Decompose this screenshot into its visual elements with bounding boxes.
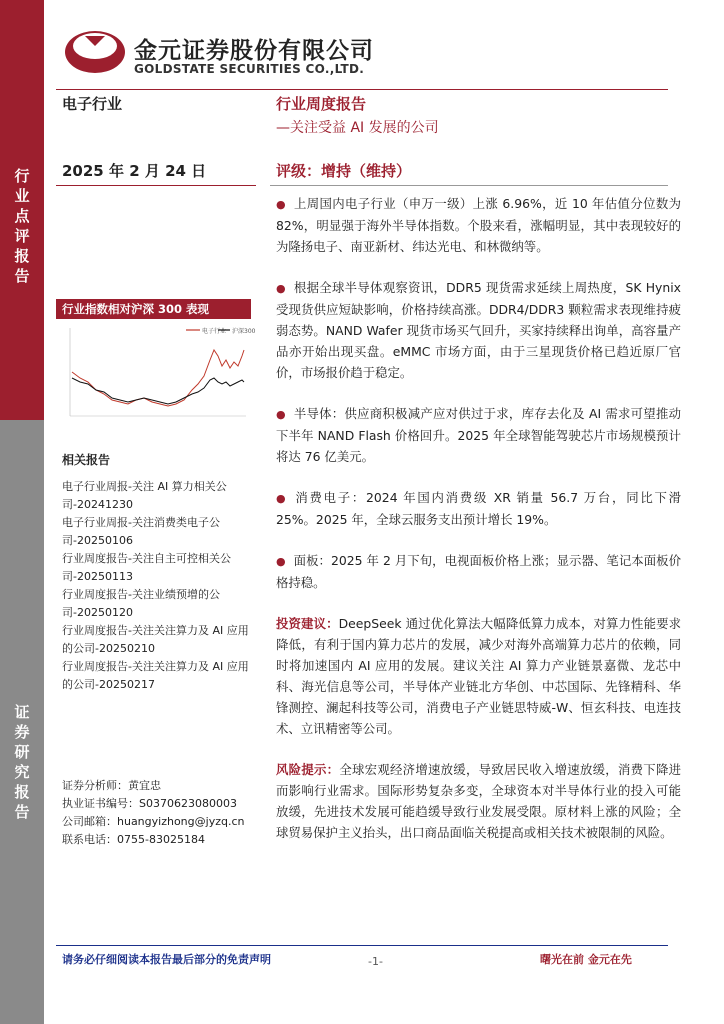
- company-logo-icon: [62, 28, 128, 78]
- analyst-email[interactable]: 公司邮箱：huangyizhong@jyzq.cn: [62, 815, 245, 828]
- industry-name: 电子行业: [62, 95, 123, 113]
- bullet-icon: ●: [276, 555, 286, 568]
- rating: 评级：增持（维持）: [276, 162, 412, 180]
- paragraph-text: 面板：2025 年 2 月下旬，电视面板价格上涨；显示器、笔记本面板价格持稳。: [276, 553, 681, 590]
- bullet-icon: ●: [276, 408, 286, 421]
- risk-warning-label: 风险提示：: [276, 762, 340, 777]
- index-chart-title: 行业指数相对沪深 300 表现: [56, 299, 251, 319]
- related-report-item[interactable]: 行业周度报告-关注自主可控相关公司-20250113: [62, 552, 231, 583]
- related-report-item[interactable]: 行业周度报告-关注关注算力及 AI 应用的公司-20250210: [62, 624, 249, 655]
- bullet-icon: ●: [276, 492, 288, 505]
- sidebar-bottom-label: 证 券 研 究 报 告: [14, 703, 30, 821]
- index-performance-chart: [56, 320, 256, 430]
- related-report-item[interactable]: 电子行业周报-关注 AI 算力相关公司-20241230: [62, 480, 227, 511]
- company-name-cn: 金元证券股份有限公司: [134, 38, 374, 64]
- paragraph-text: 半导体：供应商积极减产应对供过于求，库存去化及 AI 需求可望推动下半年 NAND Flash 价格回升。2025 年全球智能驾驶芯片市场规模预计将达 76 亿美元。: [276, 406, 681, 464]
- paragraph-text: 上周国内电子行业（申万一级）上涨 6.96%，近 10 年估值分位数为 82%，明显强于海外半导体指数。个股来看，涨幅明显，其中表现较好的为隆扬电子、南亚新材、纬达光电、和林微纳等。: [276, 196, 681, 254]
- report-date: 2025 年 2 月 24 日: [62, 162, 207, 180]
- header-rule: [56, 89, 668, 90]
- analyst-info: [62, 777, 244, 849]
- risk-warning-text: 全球宏观经济增速放缓，导致居民收入增速放缓，消费下降进而影响行业需求。国际形势复杂多变，全球资本对半导体行业的投入可能放缓，先进技术发展可能趋缓导致行业发展受限。原材料上涨的风险；全球贸易保护主义抬头，出口商品面临关税提高或相关技术被限制的风险。: [276, 762, 682, 840]
- legend-label-hs300: 沪深300: [232, 328, 256, 335]
- related-reports-heading: 相关报告: [62, 453, 111, 467]
- report-type: 行业周度报告: [276, 95, 367, 113]
- analyst-license: 执业证书编号：S0370623080003: [62, 797, 237, 810]
- investment-advice-label: 投资建议：: [276, 616, 339, 631]
- body-paragraph: [276, 550, 681, 593]
- body-paragraph: [276, 487, 681, 530]
- right-rule: [270, 185, 668, 186]
- related-reports-list: [62, 478, 257, 694]
- body-paragraph: [276, 277, 681, 383]
- report-subtitle: —关注受益 AI 发展的公司: [276, 120, 439, 136]
- bullet-icon: ●: [276, 282, 286, 295]
- related-report-item[interactable]: 电子行业周报-关注消费类电子公司-20250106: [62, 516, 220, 547]
- footer-rule: [56, 945, 668, 946]
- body-paragraph: [276, 403, 681, 467]
- risk-warning: [276, 759, 681, 843]
- investment-advice: [276, 613, 681, 739]
- footer-disclaimer: 请务必仔细阅读本报告最后部分的免责声明: [62, 953, 271, 966]
- company-name-en: GOLDSTATE SECURITIES CO.,LTD.: [134, 62, 365, 76]
- sidebar: [0, 0, 44, 1024]
- analyst-name: 证券分析师：黄宜忠: [62, 779, 161, 792]
- sidebar-top-label: 行 业 点 评 报 告: [14, 167, 30, 285]
- related-report-item[interactable]: 行业周度报告-关注关注算力及 AI 应用的公司-20250217: [62, 660, 249, 691]
- footer-slogan: 曙光在前 金元在先: [540, 953, 632, 966]
- bullet-icon: ●: [276, 198, 286, 211]
- paragraph-text: 消费电子：2024 年国内消费级 XR 销量 56.7 万台，同比下滑 25%。2025 年，全球云服务支出预计增长 19%。: [276, 490, 681, 527]
- investment-advice-text: DeepSeek 通过优化算法大幅降低算力成本，对算力性能要求降低，有利于国内算力芯片的发展，减少对海外高端算力芯片的依赖，同时将加速国内 AI 应用的发展。建议关注 AI 算力产业链景嘉微、龙芯中科、海光信息等公司，半导体产业链北方华创、中芯国际、先锋精科、华锋测控、澜起科技等公司，消费电子产业链思特威-W、恒玄科技、电连技术、立讯精密等公司。: [276, 616, 681, 736]
- analyst-phone: 联系电话：0755-83025184: [62, 833, 205, 846]
- related-report-item[interactable]: 行业周度报告-关注业绩预增的公司-20250120: [62, 588, 220, 619]
- page-number: -1-: [368, 955, 383, 968]
- series-line-industry: [72, 350, 244, 406]
- paragraph-text: 根据全球半导体观察资讯，DDR5 现货需求延续上周热度，SK Hynix 受现货供应短缺影响，价格持续高涨。DDR4/DDR3 颗粒需求表现维持疲弱态势。NAND Wafer 现货市场买气回升，买家持续释出询单，高容量产品亦开始出现买盘。eMMC 市场方面，由于三星现货价格已趋近原厂官价，市场报价趋于稳定。: [276, 280, 681, 380]
- body-paragraph: [276, 193, 681, 257]
- legend-label-industry: 电子行业: [202, 328, 227, 335]
- report-body: [276, 193, 681, 863]
- left-rule: [56, 185, 256, 186]
